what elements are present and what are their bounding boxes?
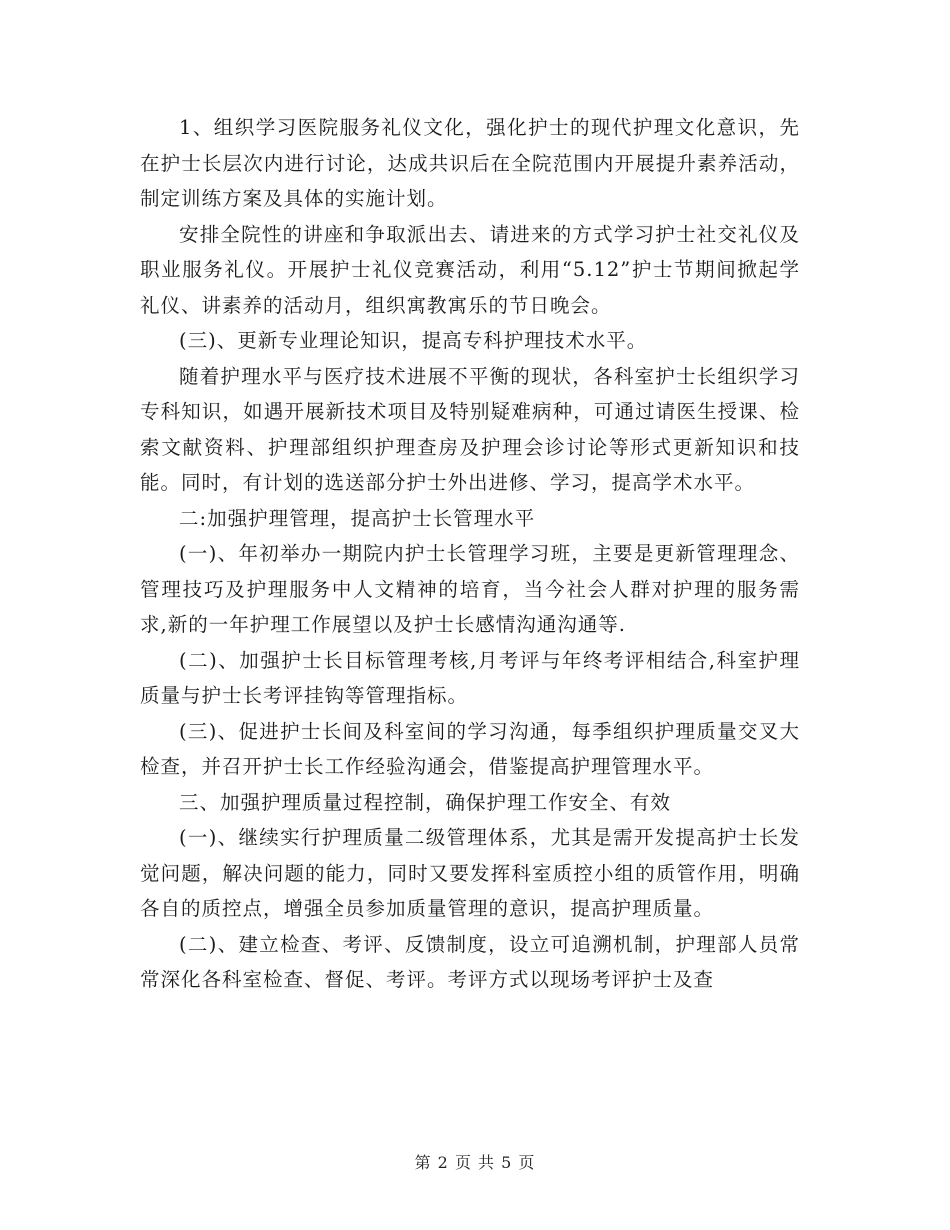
document-body [140, 110, 800, 998]
section-heading-3b: 三、加强护理质量过程控制，确保护理工作安全、有效 [179, 790, 672, 814]
paragraph-10: (一)、继续实行护理质量二级管理体系，尤其是需开发提高护士长发觉问题，解决问题的能力，同时又要发挥科室质控小组的质管作用，明确各自的质控点，增强全员参加质量管理的意识，提高护理质量。 [140, 826, 800, 920]
paragraph-7: (二)、加强护士长目标管理考核,月考评与年终考评相结合,科室护理质量与护士长考评挂钩等管理指标。 [140, 648, 800, 707]
page-number-footer: 第 2 页 共 5 页 [414, 1153, 536, 1172]
paragraph-1: 1、组织学习医院服务礼仪文化，强化护士的现代护理文化意识，先在护士长层次内进行讨论，达成共识后在全院范围内开展提升素养活动，制定训练方案及具体的实施计划。 [140, 116, 800, 210]
paragraph-8: (三)、促进护士长间及科室间的学习沟通，每季组织护理质量交叉大检查，并召开护士长工作经验沟通会，借鉴提高护理管理水平。 [140, 719, 800, 778]
paragraph-4: 随着护理水平与医疗技术进展不平衡的现状，各科室护士长组织学习专科知识，如遇开展新技术项目及特别疑难病种，可通过请医生授课、检索文献资料、护理部组织护理查房及护理会诊讨论等形式更新知识和技能。同时，有计划的选送部分护士外出进修、学习，提高学术水平。 [140, 364, 800, 494]
section-heading-3: (三)、更新专业理论知识，提高专科护理技术水平。 [179, 329, 648, 352]
paragraph-2: 安排全院性的讲座和争取派出去、请进来的方式学习护士社交礼仪及职业服务礼仪。开展护士礼仪竞赛活动，利用“5.12”护士节期间掀起学礼仪、讲素养的活动月，组织寓教寓乐的节日晚会。 [140, 222, 800, 317]
paragraph-11: (二)、建立检查、考评、反馈制度，设立可追溯机制，护理部人员常常深化各科室检查、督促、考评。考评方式以现场考评护士及查 [140, 932, 800, 991]
section-heading-2: 二:加强护理管理，提高护士长管理水平 [179, 506, 536, 530]
paragraph-6: (一)、年初举办一期院内护士长管理学习班，主要是更新管理理念、管理技巧及护理服务中人文精神的培育，当今社会人群对护理的服务需求,新的一年护理工作展望以及护士长感情沟通沟通等. [140, 542, 800, 636]
